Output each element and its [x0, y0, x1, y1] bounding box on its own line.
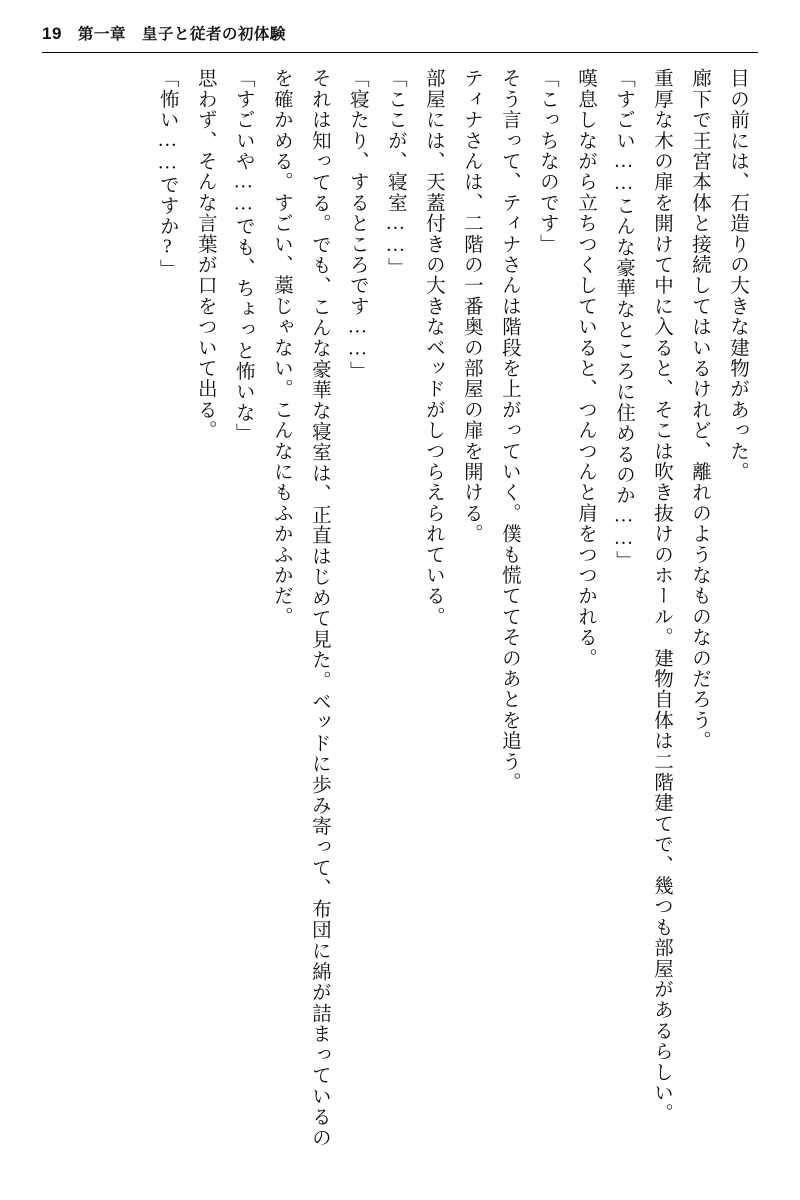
- paragraph: 「すごい……こんな豪華なところに住めるのか……」: [612, 68, 634, 571]
- page-header: [42, 22, 758, 44]
- header-divider: [42, 52, 758, 53]
- paragraph: 部屋には、天蓋付きの大きなベッドがしつらえられている。: [422, 68, 444, 627]
- running-title: 第一章 皇子と従者の初体験: [77, 26, 286, 43]
- paragraph: 「こっちなのです」: [536, 68, 558, 255]
- paragraph: 嘆息しながら立ちつくしていると、つんつんと肩をつつかれる。: [574, 68, 596, 669]
- paragraph: 廊下で王宮本体と接続してはいるけれど、離れのようなものなのだろう。: [688, 68, 710, 752]
- vertical-text-body: [40, 68, 756, 1148]
- paragraph: 「寝たり、するところです……」: [346, 68, 368, 382]
- page-footer-margin: [0, 1160, 800, 1200]
- paragraph: 「ここが、寝室……」: [384, 68, 406, 278]
- paragraph: 目の前には、石造りの大きな建物があった。: [727, 68, 748, 482]
- paragraph: そう言って、ティナさんは階段を上がっていく。僕も慌ててそのあとを追う。: [498, 68, 520, 793]
- paragraph: 重厚な木の扉を開けて中に入ると、そこは吹き抜けのホール。建物自体は二階建てで、幾つも部屋があるらしい。: [650, 68, 672, 1124]
- paragraph: 「すごいや……でも、ちょっと怖いな」: [232, 68, 254, 444]
- paragraph: それは知ってる。でも、こんな豪華な寝室は、正直はじめて見た。ベッドに歩み寄って、布団に綿が詰まっているのを確かめる。すごい、藁じゃない。こんなにもふかふかだ。: [270, 68, 330, 1148]
- paragraph: ティナさんは、二階の一番奥の部屋の扉を開ける。: [460, 68, 482, 545]
- paragraph: 「怖い……ですか?」: [156, 68, 178, 280]
- page-number: 19: [42, 24, 62, 43]
- paragraph: 思わず、そんな言葉が口をついて出る。: [194, 68, 216, 441]
